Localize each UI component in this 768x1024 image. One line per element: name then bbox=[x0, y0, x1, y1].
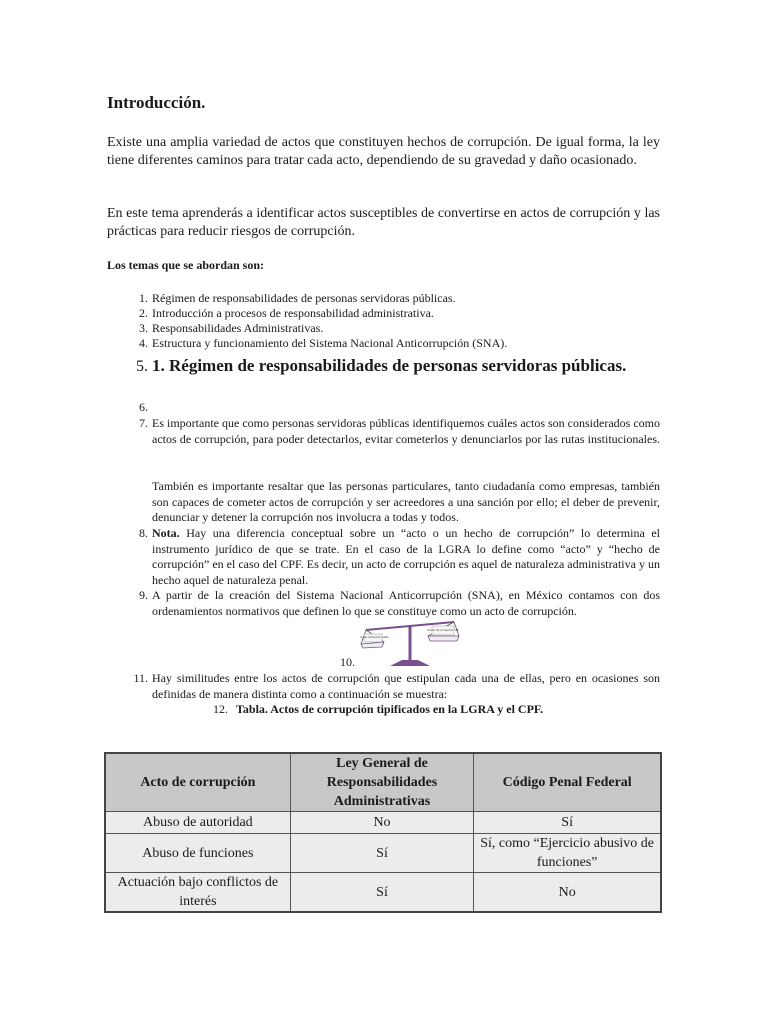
table-header-cell: Acto de corrupción bbox=[105, 753, 290, 812]
corruption-acts-table bbox=[104, 752, 662, 913]
list-text: Responsabilidades Administrativas. bbox=[152, 321, 324, 335]
list-text: A partir de la creación del Sistema Nacional Anticorrupción (SNA), en México contamos con dos ordenamientos normativos que definen lo que se constituye como un acto de corrupción. bbox=[152, 588, 660, 618]
list-number: 9. bbox=[139, 588, 148, 602]
list-number: 8. bbox=[139, 526, 148, 540]
list-number: 12. bbox=[213, 702, 228, 716]
list-number: 5. bbox=[136, 358, 148, 375]
list-number: 11. bbox=[133, 671, 148, 685]
balance-scale-image bbox=[360, 620, 460, 668]
table-cell: Sí bbox=[290, 834, 474, 873]
list-number: 2. bbox=[139, 306, 148, 320]
list-text: Es importante que como personas servidoras públicas identifiquemos cuáles actos son considerados como actos de corrupción, para poder detectarlos, evitar cometerlos y denunciarlos por las rutas institucionales. bbox=[152, 416, 660, 446]
list-number: 10. bbox=[340, 655, 355, 669]
table-cell: No bbox=[474, 873, 661, 913]
list-text: Régimen de responsabilidades de personas servidoras públicas. bbox=[152, 291, 456, 305]
table-cell: Sí, como “Ejercicio abusivo de funciones” bbox=[474, 834, 661, 873]
page-title: Introducción. bbox=[107, 93, 206, 112]
list-text: Estructura y funcionamiento del Sistema Nacional Anticorrupción (SNA). bbox=[152, 336, 508, 350]
table-cell: Sí bbox=[474, 812, 661, 834]
list-text: Introducción a procesos de responsabilidad administrativa. bbox=[152, 306, 434, 320]
note-label: Nota. bbox=[152, 526, 180, 540]
themes-label: Los temas que se abordan son: bbox=[107, 258, 265, 272]
balance-scale-icon bbox=[360, 620, 460, 668]
table-cell: Actuación bajo conflictos de interés bbox=[105, 873, 290, 913]
list-number: 3. bbox=[139, 321, 148, 335]
list-number: 7. bbox=[139, 416, 148, 430]
table-header-cell: Ley General de Responsabilidades Administrativas bbox=[290, 753, 474, 812]
list-number: 6. bbox=[139, 400, 148, 414]
table-cell: Abuso de funciones bbox=[105, 834, 290, 873]
table-header-row bbox=[105, 753, 661, 812]
table-header-cell: Código Penal Federal bbox=[474, 753, 661, 812]
section-heading: 1. Régimen de responsabilidades de personas servidoras públicas. bbox=[152, 356, 627, 375]
caption-text: Tabla. Actos de corrupción tipificados en la LGRA y el CPF. bbox=[236, 702, 544, 716]
list-text: Hay similitudes entre los actos de corrupción que estipulan cada una de ellas, pero en ocasiones son definidas de manera distinta como a continuación se muestra: bbox=[152, 671, 660, 701]
note-text: Hay una diferencia conceptual sobre un “acto o un hecho de corrupción” lo determina el instrumento jurídico de que se trate. En el caso de la LGRA lo define como “acto” y “hecho de corrupción” en el caso del CPF. Es decir, un acto de corrupción es aquel de naturaleza administrativa y un hecho aquel de naturaleza penal. bbox=[152, 526, 660, 587]
list-number: 1. bbox=[139, 291, 148, 305]
table-cell: Abuso de autoridad bbox=[105, 812, 290, 834]
list-text: También es importante resaltar que las personas particulares, tanto ciudadanía como empresas, también son capaces de cometer actos de corrupción y ser acreedores a una sanción por ello; el deber de prevenir, denunciar y detener la corrupción nos involucra a todas y todos. bbox=[152, 479, 660, 524]
table-cell: Sí bbox=[290, 873, 474, 913]
list-text bbox=[152, 526, 660, 588]
intro-paragraph-1: Existe una amplia variedad de actos que constituyen hechos de corrupción. De igual forma, la ley tiene diferentes caminos para tratar cada acto, dependiendo de su gravedad y daño ocasionado. bbox=[107, 135, 660, 168]
table-row bbox=[105, 834, 661, 873]
intro-paragraph-2: En este tema aprenderás a identificar actos susceptibles de convertirse en actos de corrupción y las prácticas para reducir riesgos de corrupción. bbox=[107, 206, 660, 239]
table-row bbox=[105, 812, 661, 834]
scale-left-label: Acto de corrupción LGRA bbox=[360, 636, 389, 639]
scale-right-label: Hecho de corrupción CPF bbox=[427, 629, 459, 632]
table-cell: No bbox=[290, 812, 474, 834]
list-number: 4. bbox=[139, 336, 148, 350]
table-row bbox=[105, 873, 661, 913]
